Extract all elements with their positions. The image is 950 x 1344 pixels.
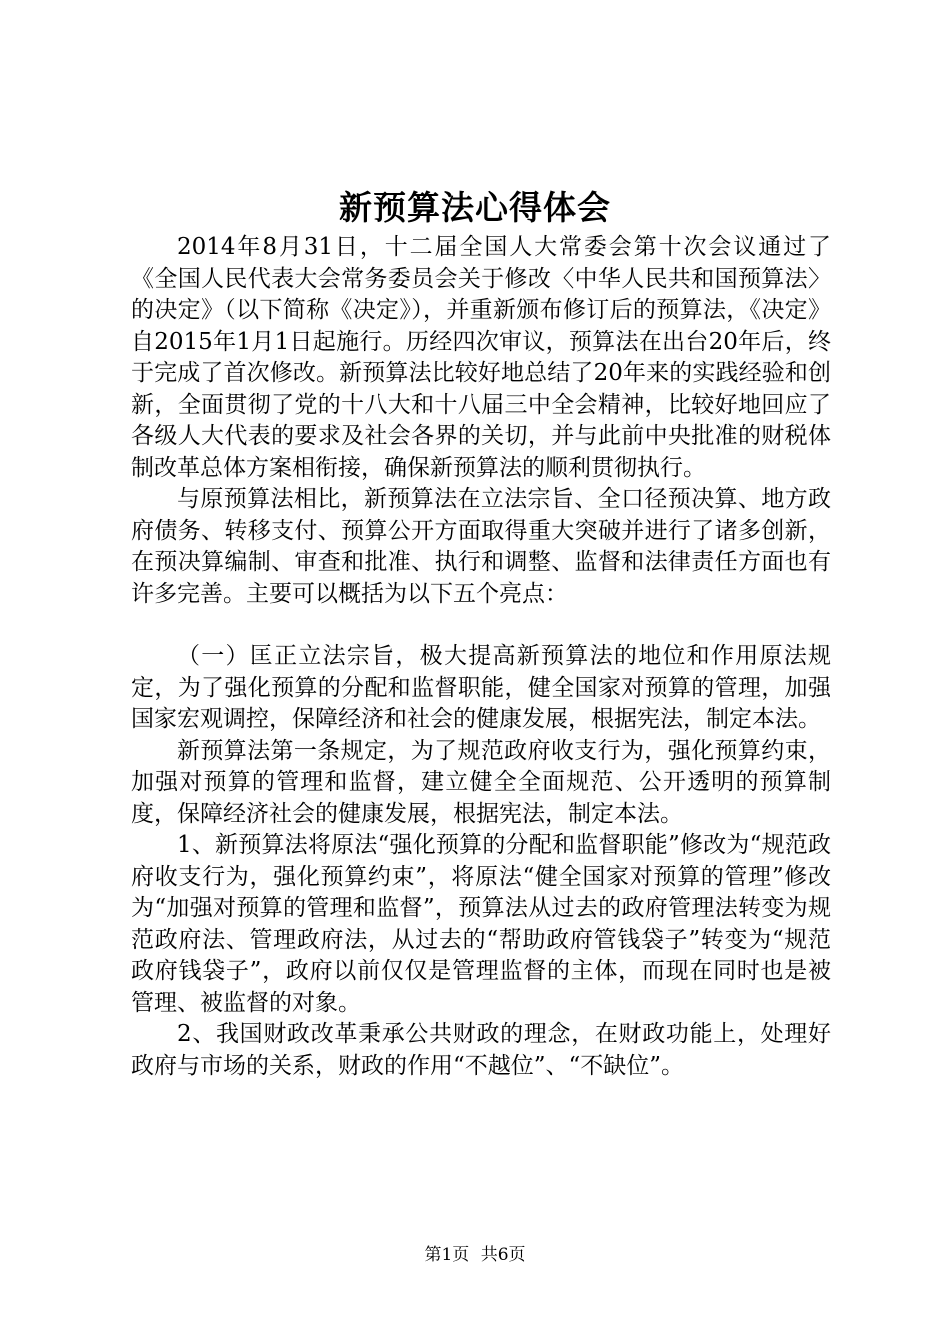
document-body xyxy=(131,232,831,1082)
paragraph-1: 2014年8月31日，十二届全国人大常委会第十次会议通过了《全国人民代表大会常务委员会关于修改〈中华人民共和国预算法〉的决定》（以下简称《决定》），并重新颁布修订后的预算法，《决定》自2015年1月1日起施行。历经四次审议，预算法在出台20年后，终于完成了首次修改。新预算法比较好地总结了20年来的实践经验和创新，全面贯彻了党的十八大和十八届三中全会精神，比较好地回应了各级人大代表的要求及社会各界的关切，并与此前中央批准的财税体制改革总体方案相衔接，确保新预算法的顺利贯彻执行。 xyxy=(131,234,831,481)
paragraph-2: 与原预算法相比，新预算法在立法宗旨、全口径预决算、地方政府债务、转移支付、预算公开方面取得重大突破并进行了诸多创新，在预决算编制、审查和批准、执行和调整、监督和法律责任方面也有许多完善。主要可以概括为以下五个亮点： xyxy=(131,486,831,607)
page-footer xyxy=(0,1244,950,1266)
page-number: 第1页 xyxy=(424,1245,470,1265)
document-title: 新预算法心得体会 xyxy=(339,188,611,227)
paragraph-5: 1、新预算法将原法“强化预算的分配和监督职能”修改为“规范政府收支行为，强化预算约束”，将原法“健全国家对预算的管理”修改为“加强对预算的管理和监督”，预算法从过去的政府管理法转变为规范政府法、管理政府法，从过去的“帮助政府管钱袋子”转变为“规范政府钱袋子”，政府以前仅仅是管理监督的主体，而现在同时也是被管理、被监督的对象。 xyxy=(131,832,831,1016)
paragraph-3: （一）匡正立法宗旨，极大提高新预算法的地位和作用原法规定，为了强化预算的分配和监督职能，健全国家对预算的管理，加强国家宏观调控，保障经济和社会的健康发展，根据宪法，制定本法。 xyxy=(131,643,831,732)
paragraph-4: 新预算法第一条规定，为了规范政府收支行为，强化预算约束，加强对预算的管理和监督，建立健全全面规范、公开透明的预算制度，保障经济社会的健康发展，根据宪法，制定本法。 xyxy=(131,737,831,827)
page-total: 共6页 xyxy=(480,1245,526,1265)
paragraph-6: 2、我国财政改革秉承公共财政的理念，在财政功能上，处理好政府与市场的关系，财政的作用“不越位”、“不缺位”。 xyxy=(131,1021,831,1079)
